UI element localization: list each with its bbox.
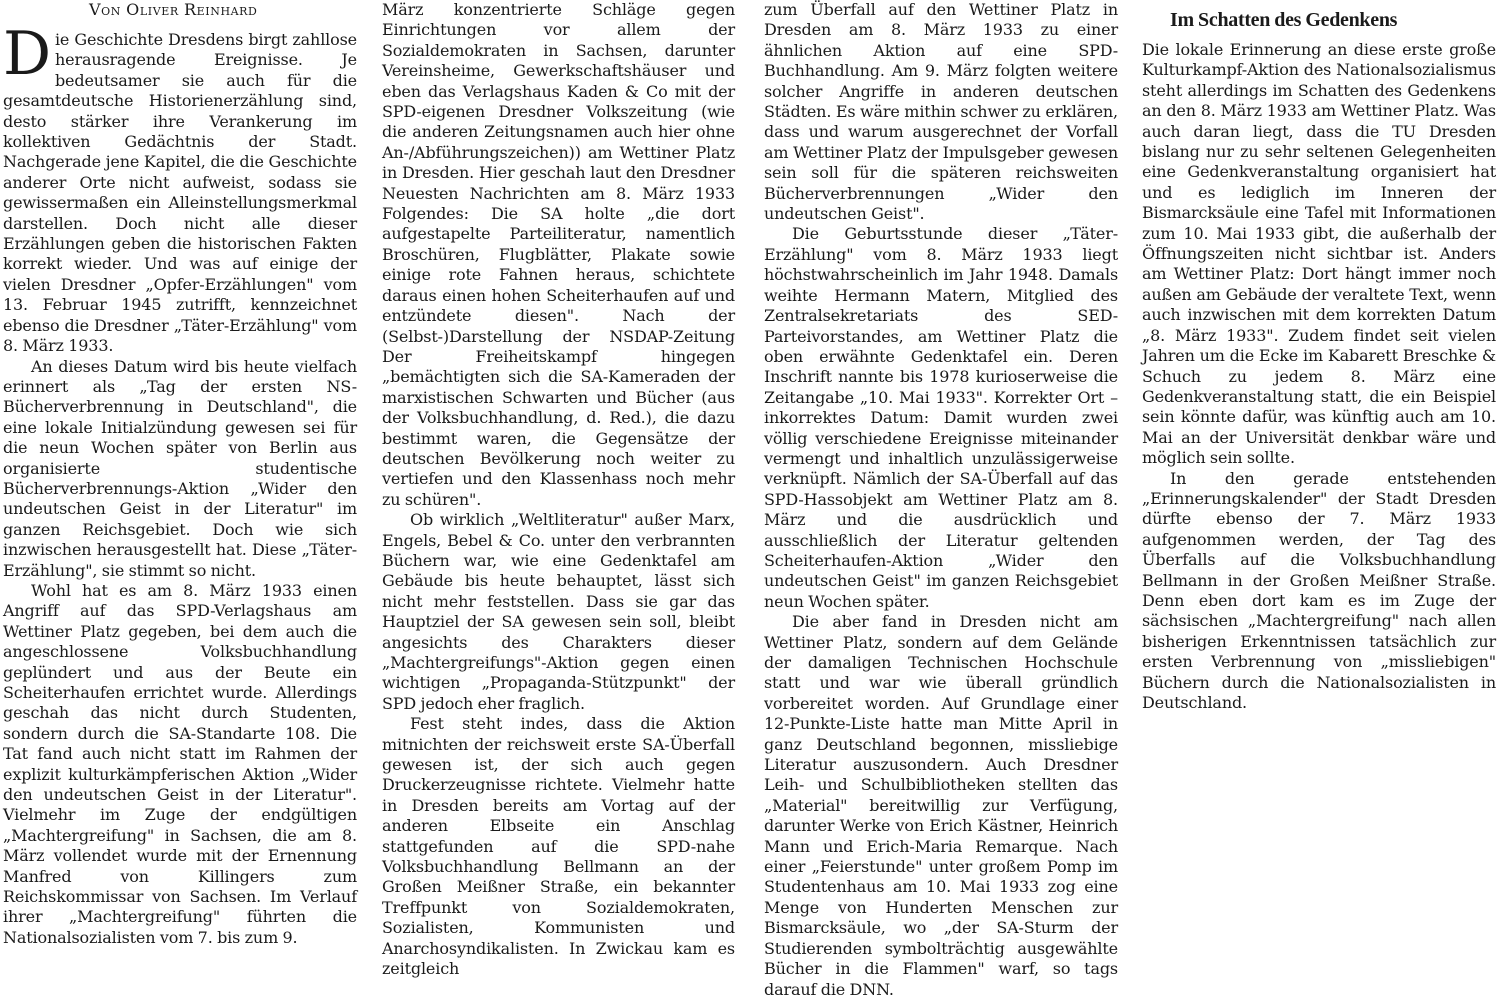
- column-2: [382, 0, 735, 979]
- subheading: Im Schatten des Gedenkens: [1170, 9, 1398, 31]
- paragraph: In den gerade entstehenden „Erinnerungskalender" der Stadt Dresden dürfte ebenso der 7. März 1933 aufgenommen werden, der Tag des Überfalls auf die Volksbuchhandlung Bellmann in der Großen Meißner Straße. Denn eben dort kam es im Zuge der sächsischen „Machtergreifung" nach allen bisherigen Erkenntnissen tatsächlich zur ersten Verbrennung von „missliebigen" Büchern durch die Nationalsozialisten in Deutschland.: [1142, 468, 1496, 712]
- paragraph: Die aber fand in Dresden nicht am Wettiner Platz, sondern auf dem Gelände der damaligen Technischen Hochschule statt und war wie überall gründlich vorbereitet worden. Auf Grundlage einer 12-Punkte-Liste hatte man Mitte April in ganz Deutschland begonnen, missliebige Literatur auszusondern. Auch Dresdner Leih- und Schulbibliotheken stellten das „Material" bereitwillig zur Verfügung, darunter Werke von Erich Kästner, Heinrich Mann und Erich-Maria Remarque. Nach einer „Feierstunde" unter großem Pomp im Studentenhaus am 10. Mai 1933 zog eine Menge von Hunderten Menschen zur Bismarcksäule, wo „der SA-Sturm der Studierenden symbolträchtig ausgewählte Bücher in die Flammen" warf, so tags darauf die DNN.: [764, 612, 1118, 999]
- paragraph: Ob wirklich „Weltliteratur" außer Marx, Engels, Bebel & Co. unter den verbrannten Büchern war, wie eine Gedenktafel am Gebäude bis heute behauptet, lässt sich nicht mehr feststellen. Dass sie gar das Hauptziel der SA gewesen sein soll, bleibt angesichts des Charakters dieser „Machtergreifungs"-Aktion gegen einen wichtigen „Propaganda-Stützpunkt" der SPD jedoch eher fraglich.: [382, 510, 735, 713]
- column-3: [764, 0, 1118, 999]
- paragraph-text: ie Geschichte Dresdens birgt zahllose herausragende Ereignisse. Je bedeutsamer sie auch für die gesamtdeutsche Historienerzählung sind, desto stärker ihre Verankerung im kollektiven Gedächtnis der Stadt. Nachgerade jene Kapitel, die die Geschichte anderer Orte nicht aufweist, sodass sie gewissermaßen ein Alleinstellungsmerkmal darstellen. Doch nicht alle dieser Erzählungen geben die historischen Fakten korrekt wieder. Und was auf einige der vielen Dresdner „Opfer-Erzählungen" vom 13. Februar 1945 zutrifft, kennzeichnet ebenso die Dresdner „Täter-Erzählung" vom 8. März 1933.: [3, 30, 357, 356]
- column-4: [1142, 0, 1496, 948]
- paragraph: Wohl hat es am 8. März 1933 einen Angriff auf das SPD-Verlagshaus am Wettiner Platz gegeben, bei dem auch die angeschlossene Volksbuchhandlung geplündert und aus der Beute ein Scheiterhaufen errichtet wurde. Allerdings geschah das nicht durch Studenten, sondern durch die SA-Standarte 108. Die Tat fand auch nicht statt im Rahmen der explizit kulturkämpferischen Aktion „Wider den undeutschen Geist in der Literatur". Vielmehr im Zuge der endgültigen „Machtergreifung" in Sachsen, die am 8. März vollendet wurde mit der Ernennung Manfred von Killingers zum Reichskommissar von Sachsen. Im Verlauf ihrer „Machtergreifung" führten die Nationalsozialisten vom 7. bis zum 9.: [3, 580, 357, 947]
- paragraph: März konzentrierte Schläge gegen Einrichtungen vor allem der Sozialdemokraten in Sachsen, darunter Vereinsheime, Gewerkschaftshäuser und eben das Verlagshaus Kaden & Co mit der SPD-eigenen Dresdner Volkszeitung (wie die anderen Zeitungsnamen auch hier ohne An-/Abführungszeichen)) am Wettiner Platz in Dresden. Hier geschah laut den Dresdner Neuesten Nachrichten am 8. März 1933 Folgendes: Die SA holte „die dort aufgestapelte Parteiliteratur, namentlich Broschüren, Flugblätter, Plakate sowie einige rote Fahnen heraus, schichtete daraus einen hohen Scheiterhaufen auf und entzündete diesen". Nach der (Selbst-)Darstellung der NSDAP-Zeitung Der Freiheitskampf hingegen „bemächtigten sich die SA-Kameraden der marxistischen Schwarten und Bücher (aus der Volksbuchhandlung, d. Red.), die dazu bestimmt waren, die Gegensätze der deutschen Bevölkerung noch weiter zu vertiefen und den Klassenhass noch mehr zu schüren".: [382, 0, 735, 509]
- column-1: [3, 0, 357, 948]
- paragraph: Die Geburtsstunde dieser „Täter-Erzählung" vom 8. März 1933 liegt höchstwahrscheinlich im Jahr 1948. Damals weihte Hermann Matern, Mitglied des Zentralsekretariats des SED-Parteivorstandes, am Wettiner Platz die oben erwähnte Gedenktafel ein. Deren Inschrift nannte bis 1978 kurioserweise die Zeitangabe „10. Mai 1933". Korrekter Ort – inkorrektes Datum: Damit wurden zwei völlig verschiedene Ereignisse miteinander vermengt und inhaltlich unzulässigerweise verknüpft. Nämlich der SA-Überfall auf das SPD-Hassobjekt am Wettiner Platz am 8. März und die ausdrücklich und ausschließlich der Literatur geltenden Scheiterhaufen-Aktion „Wider den undeutschen Geist" im ganzen Reichsgebiet neun Wochen später.: [764, 224, 1118, 611]
- paragraph: Die lokale Erinnerung an diese erste große Kulturkampf-Aktion des Nationalsozialismus steht allerdings im Schatten des Gedenkens an den 8. März 1933 am Wettiner Platz. Was auch daran liegt, dass die TU Dresden bislang nur zu sehr seltenen Gelegenheiten eine Gedenkveranstaltung organisiert hat und es lediglich im Inneren der Bismarcksäule eine Tafel mit Informationen zum 10. Mai 1933 gibt, die außerhalb der Öffnungszeiten nicht sichtbar ist. Anders am Wettiner Platz: Dort hängt immer noch außen am Gebäude der veraltete Text, wenn auch inzwischen mit dem korrekten Datum „8. März 1933". Zudem findet seit vielen Jahren um die Ecke im Kabarett Breschke & Schuch zu jedem 8. März eine Gedenkveranstaltung statt, die ein Beispiel sein könnte dafür, was künftig auch am 10. Mai an der Universität denkbar wäre und möglich sein sollte.: [1142, 40, 1496, 468]
- paragraph: [3, 19, 357, 357]
- drop-cap: D: [3, 19, 51, 89]
- paragraph: An dieses Datum wird bis heute vielfach erinnert als „Tag der ersten NS-Bücherverbrennung in Deutschland", die eine lokale Initialzündung gewesen sei für die neun Wochen später von Berlin aus organisierte studentische Bücherverbrennungs-Aktion „Wider den undeutschen Geist in der Literatur" im ganzen Reichsgebiet. Doch wie sich inzwischen herausgestellt hat. Diese „Täter-Erzählung", sie stimmt so nicht.: [3, 356, 357, 580]
- paragraph: zum Überfall auf den Wettiner Platz in Dresden am 8. März 1933 zu einer ähnlichen Aktion auf eine SPD-Buchhandlung. Am 9. März folgten weitere solcher Angriffe in anderen deutschen Städten. Es wäre mithin schwer zu erklären, dass und warum ausgerechnet der Vorfall am Wettiner Platz der Impulsgeber gewesen sein soll für die späteren reichsweiten Bücherverbrennungen „Wider den undeutschen Geist".: [764, 0, 1118, 224]
- paragraph: Fest steht indes, dass die Aktion mitnichten der reichsweit erste SA-Überfall gewesen ist, der sich auch gegen Druckerzeugnisse richtete. Vielmehr hatte in Dresden bereits am Vortag auf der anderen Elbseite ein Anschlag stattgefunden auf die SPD-nahe Volksbuchhandlung Bellmann an der Großen Meißner Straße, ein bekannter Treffpunkt von Sozialdemokraten, Sozialisten, Kommunisten und Anarchosyndikalisten. In Zwickau kam es zeitgleich: [382, 714, 735, 979]
- byline: Von Oliver Reinhard: [89, 0, 258, 19]
